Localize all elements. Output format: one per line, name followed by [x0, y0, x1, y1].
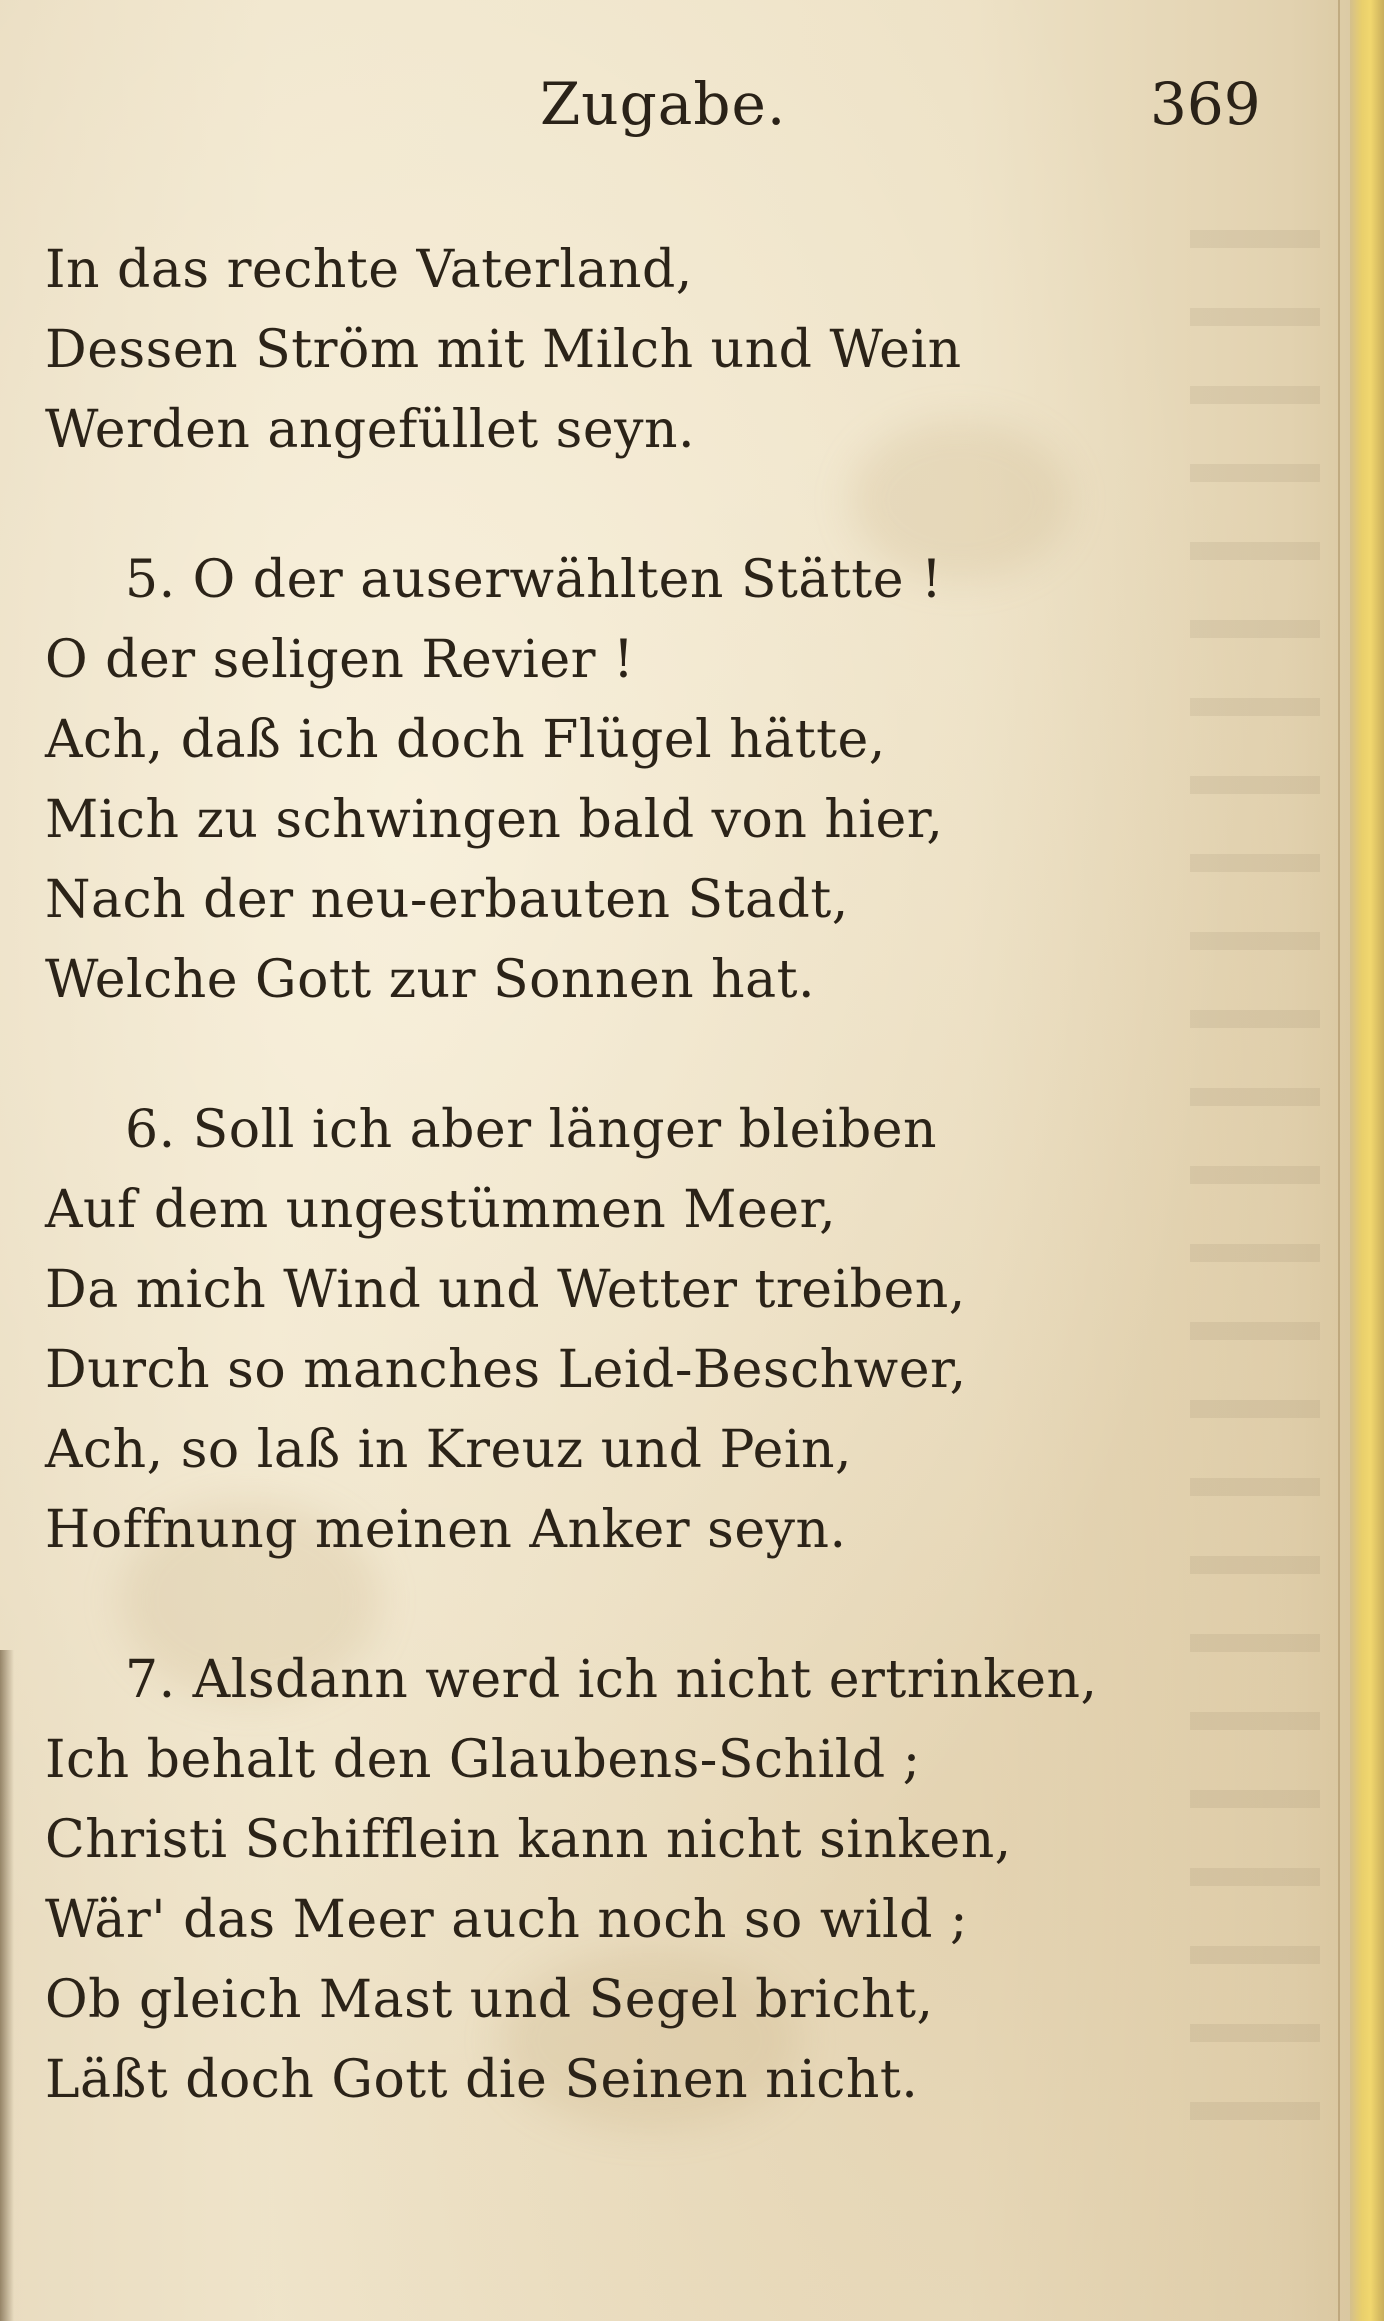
verse-line: In das rechte Vaterland,	[45, 240, 693, 300]
verse-line: Werden angefüllet seyn.	[45, 400, 696, 460]
stanza-5	[45, 540, 1175, 1020]
verse-line: Dessen Ström mit Milch und Wein	[45, 320, 962, 380]
verse-line: Wär' das Meer auch noch so wild ;	[45, 1890, 968, 1950]
bleed-through-text	[1190, 230, 1320, 2180]
verse-line: 5. O der auserwählten Stätte !	[125, 550, 943, 610]
verse-line: O der seligen Revier !	[45, 630, 635, 690]
gilded-page-edge	[1350, 0, 1384, 2321]
verse-line: 6. Soll ich aber länger bleiben	[125, 1100, 938, 1160]
verse-line: Läßt doch Gott die Seinen nicht.	[45, 2050, 919, 2110]
stanza-7	[45, 1640, 1175, 2120]
hymn-text	[45, 230, 1175, 2190]
running-title: Zugabe.	[540, 70, 787, 138]
verse-line: Christi Schifflein kann nicht sinken,	[45, 1810, 1012, 1870]
verse-line: Mich zu schwingen bald von hier,	[45, 790, 944, 850]
binding-shadow	[0, 1650, 14, 2321]
verse-line: Ich behalt den Glaubens-Schild ;	[45, 1730, 921, 1790]
stanza-continuation	[45, 230, 1175, 470]
verse-line: Welche Gott zur Sonnen hat.	[45, 950, 816, 1010]
stanza-6	[45, 1090, 1175, 1570]
verse-line: Ob gleich Mast und Segel bricht,	[45, 1970, 934, 2030]
page-fold-line	[1338, 0, 1340, 2321]
verse-line: Nach der neu-erbauten Stadt,	[45, 870, 849, 930]
verse-line: Ach, so laß in Kreuz und Pein,	[45, 1420, 853, 1480]
verse-line: Durch so manches Leid-Beschwer,	[45, 1340, 967, 1400]
verse-line: Ach, daß ich doch Flügel hätte,	[45, 710, 886, 770]
page-number: 369	[1150, 70, 1261, 138]
verse-line: 7. Alsdann werd ich nicht ertrinken,	[125, 1650, 1098, 1710]
verse-line: Auf dem ungestümmen Meer,	[45, 1180, 837, 1240]
verse-line: Da mich Wind und Wetter treiben,	[45, 1260, 966, 1320]
verse-line: Hoffnung meinen Anker seyn.	[45, 1500, 847, 1560]
running-header	[0, 70, 1384, 160]
